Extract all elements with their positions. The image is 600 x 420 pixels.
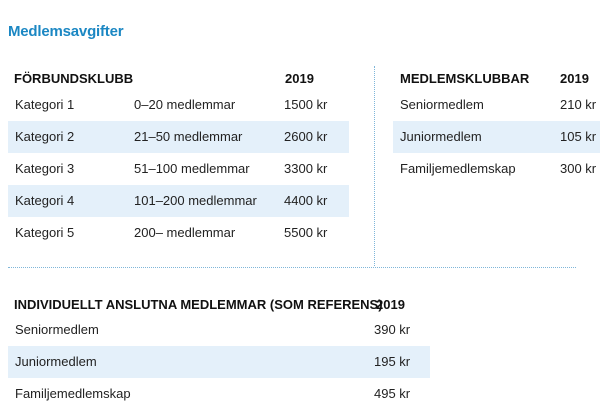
table-row [393,153,600,185]
range-cell: 51–100 medlemmar [134,161,250,176]
table-row [8,217,349,249]
fee-cell: 300 kr [560,161,597,176]
fee-cell: 4400 kr [284,193,328,208]
forbundsklubb-year: 2019 [285,71,314,86]
page-title: Medlemsavgifter [8,23,124,40]
table-row [8,346,430,378]
range-cell: 101–200 medlemmar [134,193,257,208]
fee-cell: 210 kr [560,97,597,112]
range-cell: 200– medlemmar [134,225,236,240]
range-cell: 0–20 medlemmar [134,97,236,112]
category-cell: Kategori 1 [15,97,75,112]
member-type-cell: Familjemedlemskap [15,386,131,401]
fee-cell: 1500 kr [284,97,328,112]
fee-cell: 2600 kr [284,129,328,144]
category-cell: Kategori 4 [15,193,75,208]
member-type-cell: Seniormedlem [400,97,484,112]
category-cell: Kategori 5 [15,225,75,240]
table-row [8,185,349,217]
range-cell: 21–50 medlemmar [134,129,243,144]
table-row [8,314,430,346]
individuellt-year: 2019 [376,297,405,312]
table-row [8,153,349,185]
fee-cell: 105 kr [560,129,597,144]
table-row [393,89,600,121]
member-type-cell: Juniormedlem [400,129,482,144]
forbundsklubb-header: FÖRBUNDSKLUBB [14,71,134,86]
fee-cell: 5500 kr [284,225,328,240]
vertical-divider [374,66,375,266]
medlemsklubbar-year: 2019 [560,71,589,86]
member-type-cell: Juniormedlem [15,354,97,369]
fee-cell: 3300 kr [284,161,328,176]
table-row [8,121,349,153]
medlemsklubbar-header: MEDLEMSKLUBBAR [400,71,530,86]
member-type-cell: Seniormedlem [15,322,99,337]
fee-cell: 195 kr [374,354,411,369]
member-type-cell: Familjemedlemskap [400,161,516,176]
fee-cell: 390 kr [374,322,411,337]
table-row [393,121,600,153]
category-cell: Kategori 2 [15,129,75,144]
table-row [8,89,349,121]
table-row [8,378,430,410]
fee-cell: 495 kr [374,386,411,401]
horizontal-divider [8,267,576,268]
category-cell: Kategori 3 [15,161,75,176]
individuellt-header: INDIVIDUELLT ANSLUTNA MEDLEMMAR (SOM REFERENS) [14,297,383,312]
